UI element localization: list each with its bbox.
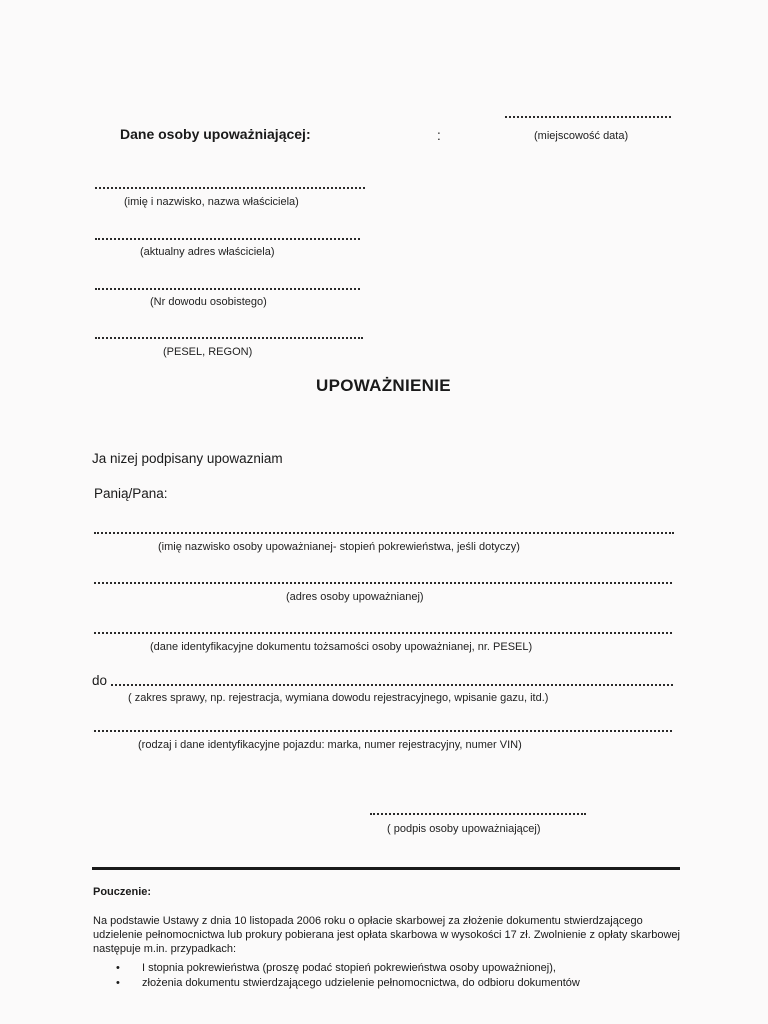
authorized-address-field[interactable] [94, 582, 672, 584]
statement-line-2: Panią/Pana: [94, 486, 168, 501]
owner-name-field[interactable] [95, 187, 365, 189]
divider-line [92, 867, 680, 870]
vehicle-field[interactable] [94, 730, 672, 732]
owner-address-field[interactable] [95, 238, 360, 240]
notice-paragraph: Na podstawie Ustawy z dnia 10 listopada 2006 roku o opłacie skarbowej za złożenie dokumentu stwierdzającego udzielenie pełnomocnictwa lub prokury pobierana jest opłata skarbowa w wysokości 17 zł. Zwolnienie z opłaty skarbowej następuje m.in. przypadkach: [93, 915, 680, 955]
header-colon: : [437, 128, 441, 143]
signature-caption: ( podpis osoby upoważniającej) [387, 823, 541, 835]
owner-id-field[interactable] [95, 288, 360, 290]
section-title: Dane osoby upoważniającej: [120, 126, 311, 142]
place-date-caption: (miejscowość data) [534, 130, 629, 142]
owner-name-caption: (imię i nazwisko, nazwa właściciela) [124, 196, 299, 208]
notice-bullet-text: złożenia dokumentu stwierdzającego udzielenie pełnomocnictwa, do odbioru dokumentów [142, 977, 580, 989]
do-label: do [92, 673, 108, 688]
vehicle-caption: (rodzaj i dane identyfikacyjne pojazdu: marka, numer rejestracyjny, numer VIN) [138, 739, 522, 751]
notice-bullet-1 [116, 962, 556, 974]
notice-bullet-2 [116, 977, 580, 989]
bullet-dot: • [116, 962, 120, 974]
bullet-dot: • [116, 977, 120, 989]
place-date-field[interactable] [505, 116, 671, 118]
notice-bullet-text: I stopnia pokrewieństwa (proszę podać stopień pokrewieństwa osoby upoważnionej), [142, 962, 556, 974]
statement-line-1: Ja nizej podpisany upowazniam [92, 451, 283, 466]
owner-id-caption: (Nr dowodu osobistego) [150, 296, 267, 308]
scope-caption: ( zakres sprawy, np. rejestracja, wymiana dowodu rejestracyjnego, wpisanie gazu, itd.) [128, 692, 549, 704]
owner-address-caption: (aktualny adres właściciela) [140, 246, 275, 258]
document-title: UPOWAŻNIENIE [316, 376, 451, 395]
authorized-name-caption: (imię nazwisko osoby upoważnianej- stopień pokrewieństwa, jeśli dotyczy) [158, 541, 520, 553]
signature-field[interactable] [370, 813, 586, 815]
notice-heading: Pouczenie: [93, 886, 152, 898]
scope-field[interactable] [111, 684, 673, 686]
authorized-id-caption: (dane identyfikacyjne dokumentu tożsamości osoby upoważnianej, nr. PESEL) [150, 641, 533, 653]
authorized-name-field[interactable] [94, 532, 674, 534]
owner-pesel-field[interactable] [95, 337, 363, 339]
owner-pesel-caption: (PESEL, REGON) [163, 346, 253, 358]
authorized-id-field[interactable] [94, 632, 672, 634]
authorized-address-caption: (adres osoby upoważnianej) [286, 591, 424, 603]
